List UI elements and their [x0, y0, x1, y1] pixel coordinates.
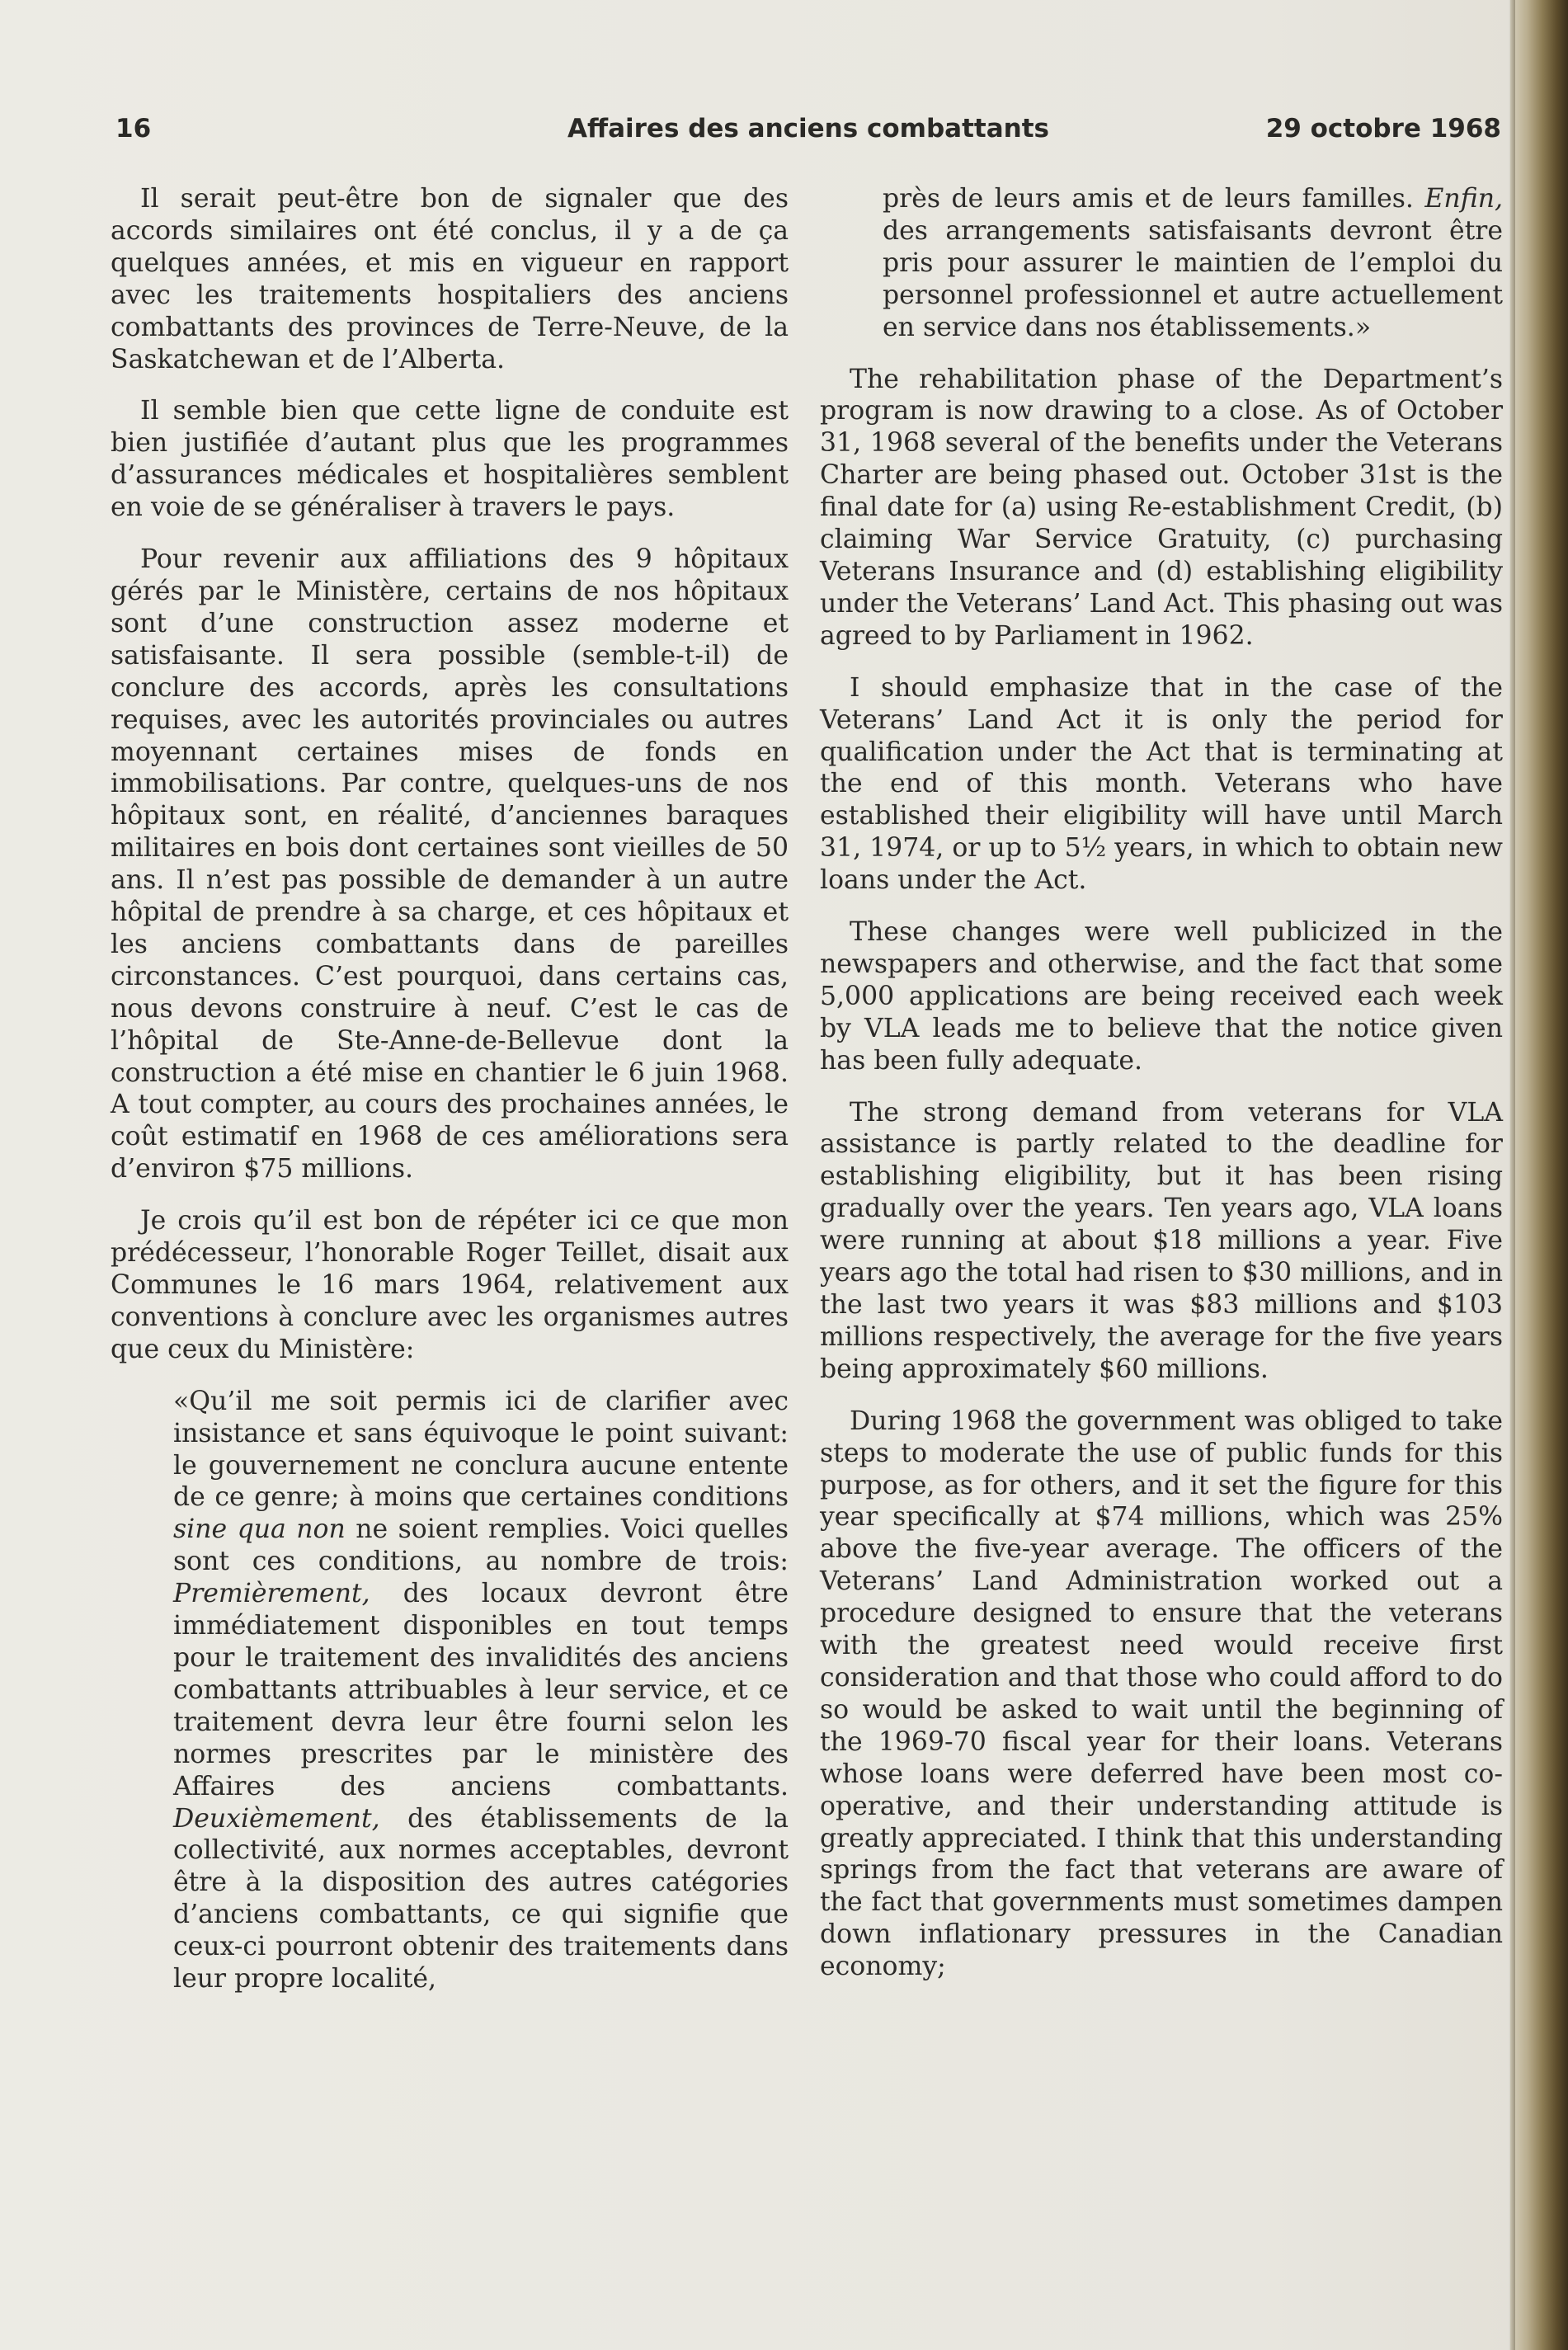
page-number: 16 [115, 114, 152, 144]
quote-emphasis: sine qua non [173, 1514, 346, 1545]
paragraph: Il semble bien que cette ligne de conduite est bien justifiée d’autant plus que les programmes d’assurances médicales et hospitalières semblent en voie de se généraliser à travers le pays. [111, 396, 789, 523]
paragraph: These changes were well publicized in the newspapers and otherwise, and the fact that some 5,000 applications are being received each week by VLA leads me to believe that the notice given has been fully adequate. [820, 917, 1503, 1076]
paragraph: Je crois qu’il est bon de répéter ici ce que mon prédécesseur, l’honorable Roger Teillet, disait aux Communes le 16 mars 1964, relativement aux conventions à conclure avec les organismes autres que ceux du Ministère: [111, 1206, 789, 1364]
running-title: Affaires des anciens combattants [567, 114, 1049, 144]
quote-text: «Qu’il me soit permis ici de clarifier avec insistance et sans équivoque le point suivant: le gouvernement ne conclura aucune entente de ce genre; à moins que certaines conditions [173, 1386, 789, 1513]
quote-emphasis: Premièrement, [173, 1579, 370, 1609]
left-column [111, 183, 789, 2015]
header-date: 29 octobre 1968 [1265, 114, 1501, 144]
paragraph: Pour revenir aux affiliations des 9 hôpitaux gérés par le Ministère, certains de nos hôpitaux sont d’une construction assez moderne et satisfaisante. Il sera possible (semble-t-il) de conclure des accords, après les consultations requises, avec les autorités provinciales ou autres moyennant certaines mises de fonds en immobilisations. Par contre, quelques-uns de nos hôpitaux sont, en réalité, d’anciennes baraques militaires en bois dont certaines sont vieilles de 50 ans. Il n’est pas possible de demander à un autre hôpital de prendre à sa charge, et ces hôpitaux et les anciens combattants dans de pareilles circonstances. C’est pourquoi, dans certains cas, nous devons construire à neuf. C’est le cas de l’hôpital de Ste-Anne-de-Bellevue dont la construction a été mise en chantier le 6 juin 1968. A tout compter, au cours des prochaines années, le coût estimatif en 1968 de ces améliorations sera d’environ $75 millions. [111, 544, 789, 1184]
paragraph: The strong demand from veterans for VLA assistance is partly related to the deadline for establishing eligibility, but it has been rising gradually over the years. Ten years ago, VLA loans were running at about $18 millions a year. Five years ago the total had risen to $30 millions, and in the last two years it was $83 millions and $103 millions respectively, the average for the five years being approximately $60 millions. [820, 1097, 1503, 1384]
book-spine-edge [1510, 0, 1568, 2350]
block-quote-continued [883, 183, 1503, 344]
paragraph: The rehabilitation phase of the Department’s program is now drawing to a close. As of October 31, 1968 several of the benefits under the Veterans Charter are being phased out. October 31st is the final date for (a) using Re-establishment Credit, (b) claiming War Service Gratuity, (c) purchasing Veterans Insurance and (d) establishing eligibility under the Veterans’ Land Act. This phasing out was agreed to by Parliament in 1962. [820, 364, 1503, 651]
paragraph: During 1968 the government was obliged to take steps to moderate the use of public funds for this purpose, as for others, and it set the figure for this year specifically at $74 millions, which was 25% above the five-year average. The officers of the Veterans’ Land Administration worked out a procedure designed to ensure that the veterans with the greatest need would receive first consideration and that those who could afford to do so would be asked to wait until the beginning of the 1969-70 fiscal year for their loans. Veterans whose loans were deferred have been most co-operative, and their understanding attitude is greatly appreciated. I think that this understanding springs from the fact that veterans are aware of the fact that governments must sometimes dampen down inflationary pressures in the Canadian economy; [820, 1406, 1503, 1982]
paragraph: I should emphasize that in the case of the Veterans’ Land Act it is only the period for qualification under the Act that is terminating at the end of this month. Veterans who have established their eligibility will have until March 31, 1974, or up to 5½ years, in which to obtain new loans under the Act. [820, 672, 1503, 896]
quote-emphasis: Deuxièmement, [173, 1803, 380, 1834]
quote-text: près de leurs amis et de leurs familles. [883, 184, 1425, 214]
block-quote [173, 1386, 789, 1995]
quote-text: des locaux devront être immédiatement disponibles en tout temps pour le traitement des invalidités des anciens combattants attribuables à leur service, et ce traitement devra leur être fourni selon les normes prescrites par le ministère des Affaires des anciens combattants. [173, 1579, 789, 1801]
quote-text: des établissements de la collectivité, aux normes acceptables, devront être à la disposition des autres catégories d’anciens combattants, ce qui signifie que ceux-ci pourront obtenir des traitements dans leur propre localité, [173, 1803, 789, 1994]
spine-shadow [1509, 0, 1515, 2350]
quote-emphasis: Enfin, [1424, 184, 1503, 214]
quote-text: des arrangements satisfaisants devront être pris pour assurer le maintien de l’emploi du personnel professionnel et autre actuellement en service dans nos établissements.» [883, 215, 1503, 342]
right-column [820, 183, 1503, 2003]
paragraph: Il serait peut-être bon de signaler que des accords similaires ont été conclus, il y a de ça quelques années, et mis en vigueur en rapport avec les traitements hospitaliers des anciens combattants des provinces de Terre-Neuve, de la Saskatchewan et de l’Alberta. [111, 184, 789, 374]
page-header [115, 114, 1501, 150]
quote-text: ne soient remplies. Voici quelles sont ces conditions, au nombre de trois: [173, 1514, 789, 1577]
